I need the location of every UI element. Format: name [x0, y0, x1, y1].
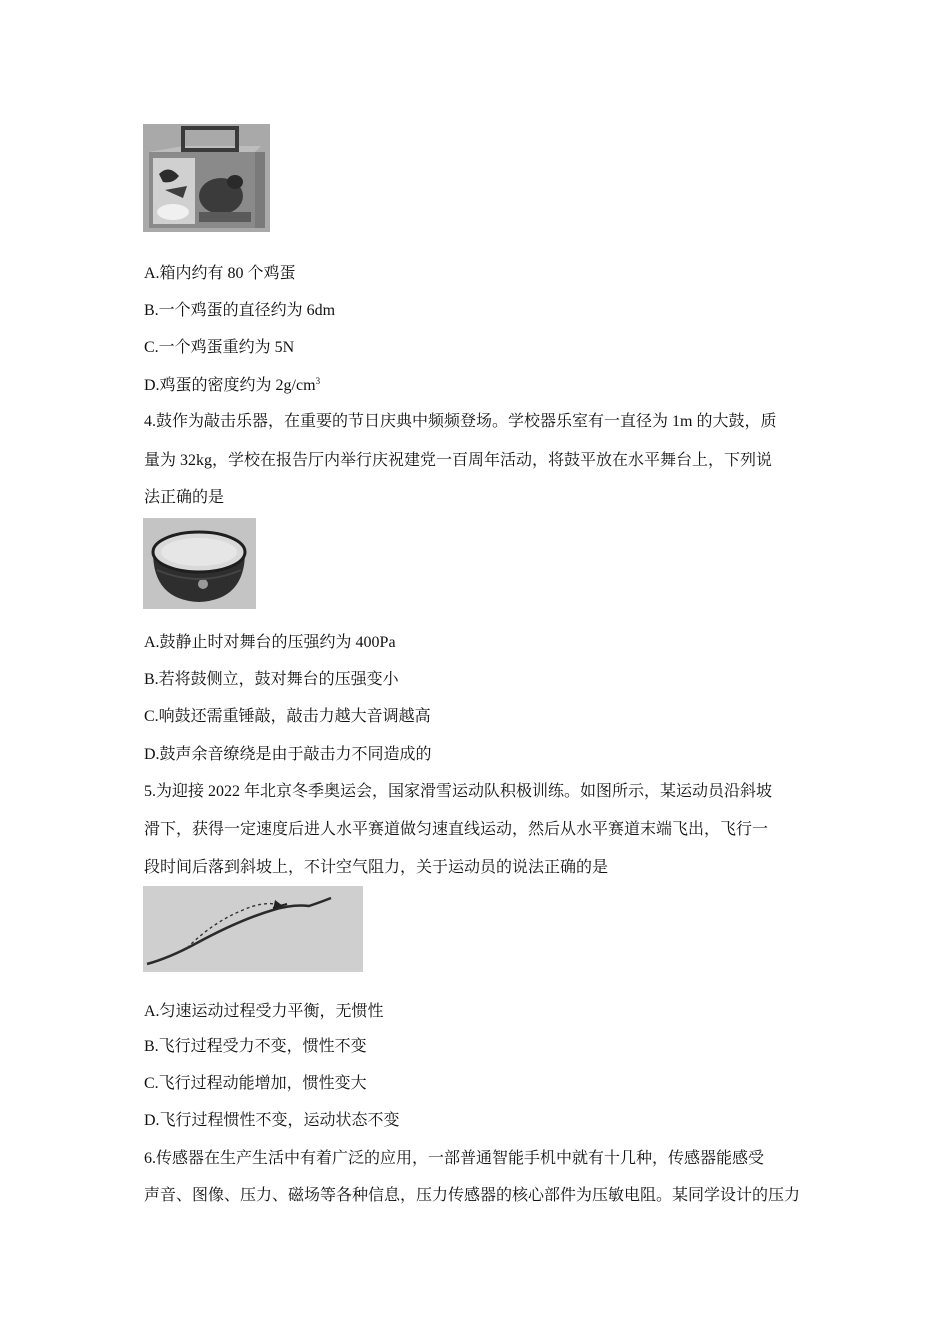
q5-stem-line-1: 5.为迎接 2022 年北京冬季奥运会，国家滑雪运动队积极训练。如图所示，某运动员沿斜坡: [144, 783, 773, 800]
ski-slope-diagram: [143, 886, 363, 972]
q4-option-c: C.响鼓还需重锤敲，敲击力越大音调越高: [144, 708, 431, 725]
q5-option-b: B.飞行过程受力不变，惯性不变: [144, 1038, 367, 1055]
q5-option-a: A.匀速运动过程受力平衡，无惯性: [144, 1003, 384, 1020]
q5-stem-line-3: 段时间后落到斜坡上，不计空气阻力，关于运动员的说法正确的是: [144, 859, 609, 876]
q4-stem-line-3: 法正确的是: [144, 489, 225, 506]
q5-option-d: D.飞行过程惯性不变，运动状态不变: [144, 1112, 400, 1129]
q6-stem-line-2: 声音、图像、压力、磁场等各种信息，压力传感器的核心部件为压敏电阻。某同学设计的压力: [144, 1187, 801, 1204]
egg-box-photo: [143, 124, 270, 232]
q4-option-b: B.若将鼓侧立，鼓对舞台的压强变小: [144, 671, 399, 688]
drum-photo: [143, 518, 256, 609]
q3-option-d-superscript: 3: [315, 376, 321, 386]
q5-stem-line-2: 滑下，获得一定速度后进人水平赛道做匀速直线运动，然后从水平赛道末端飞出，飞行一: [144, 821, 769, 838]
q3-option-c: C.一个鸡蛋重约为 5N: [144, 339, 295, 356]
q4-stem-line-1: 4.鼓作为敲击乐器，在重要的节日庆典中频频登场。学校器乐室有一直径为 1m 的大鼓，质: [144, 413, 777, 430]
q3-option-d-text: D.鸡蛋的密度约为 2g/cm: [144, 377, 316, 394]
q3-option-d: [144, 376, 320, 396]
q5-option-c: C.飞行过程动能增加，惯性变大: [144, 1075, 367, 1092]
q4-option-d: D.鼓声余音缭绕是由于敲击力不同造成的: [144, 746, 432, 763]
q6-stem-line-1: 6.传感器在生产生活中有着广泛的应用，一部普通智能手机中就有十几种，传感器能感受: [144, 1150, 765, 1167]
q3-option-a: A.箱内约有 80 个鸡蛋: [144, 265, 296, 282]
q4-stem-line-2: 量为 32kg，学校在报告厅内举行庆祝建党一百周年活动，将鼓平放在水平舞台上，下列说: [144, 452, 773, 469]
q3-option-b: B.一个鸡蛋的直径约为 6dm: [144, 302, 336, 319]
q4-option-a: A.鼓静止时对舞台的压强约为 400Pa: [144, 634, 396, 651]
